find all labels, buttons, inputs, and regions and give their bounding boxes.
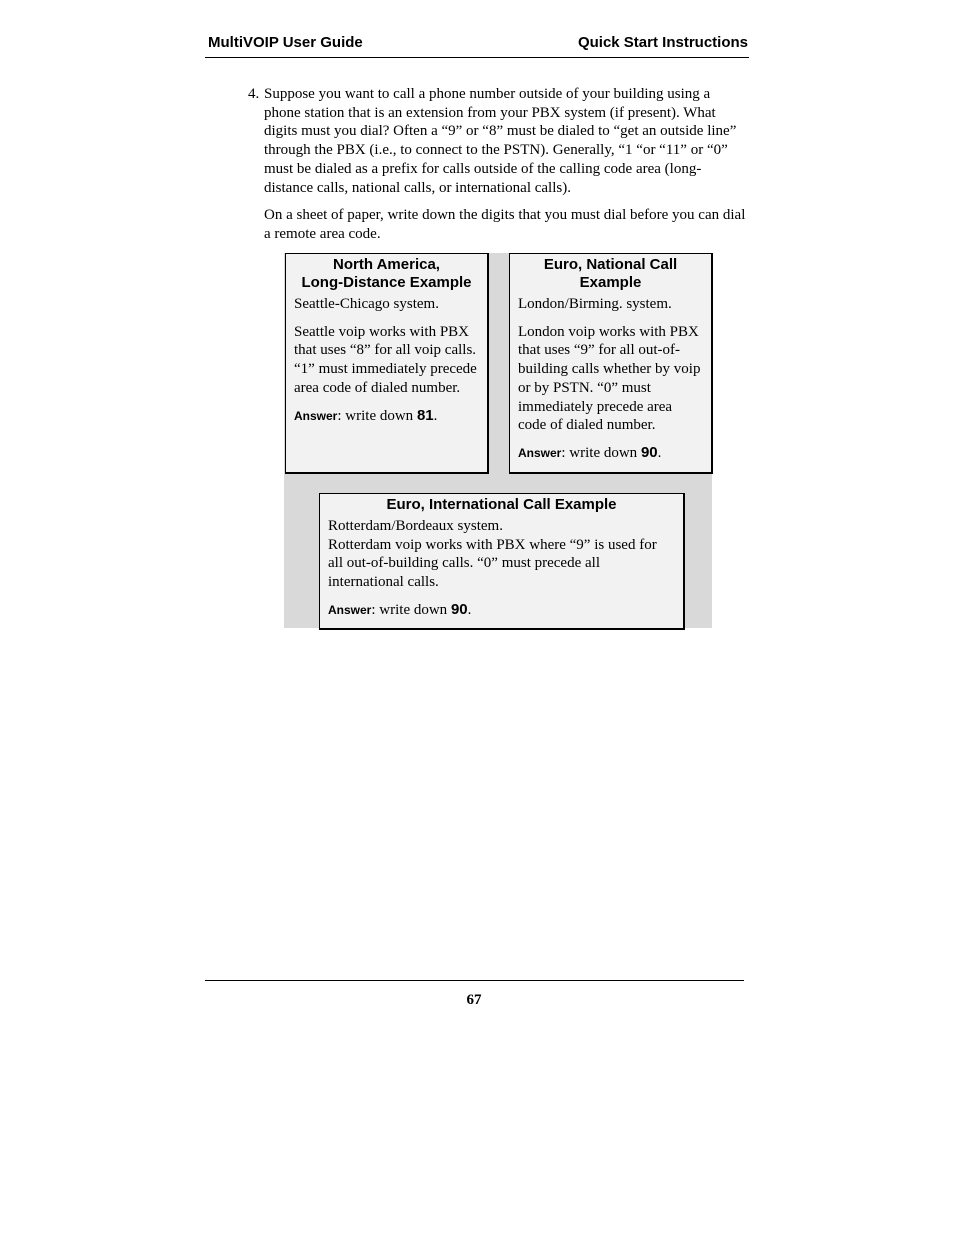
answer-end: . xyxy=(657,444,662,461)
step-text: Suppose you want to call a phone number outside of your building using a phone station that is an extension from your PBX system (if present). What digits must you dial? Often a “9” or “8” must be dialed to “get an outside line” through the PBX (i.e., to connect to the PSTN). Generally, “1 “or “11” or “0” must be dialed as a prefix for calls outside of the calling code area (long-distance calls, national calls, or international calls). xyxy=(264,86,737,196)
example-system: Seattle-Chicago system. xyxy=(294,296,439,312)
running-header-section: Quick Start Instructions xyxy=(577,34,748,51)
answer-end: . xyxy=(433,407,438,424)
example-description: Rotterdam voip works with PBX where “9” is used for all out-of-building calls. “0” must precede all international calls. xyxy=(328,536,657,591)
example-answer xyxy=(518,444,703,463)
example-description: London voip works with PBX that uses “9” for all out-of-building calls whether by voip or by PSTN. “0” must immediately precede area code of dialed number. xyxy=(518,323,701,434)
example-title-line2: Long-Distance Example xyxy=(301,274,472,291)
example-description: Seattle voip works with PBX that uses “8” for all voip calls. “1” must immediately precede area code of dialed number. xyxy=(294,323,477,396)
step-4 xyxy=(248,85,748,197)
page-number: 67 xyxy=(466,992,482,1008)
example-title: Euro, International Call Example xyxy=(386,496,617,513)
example-box-north-america xyxy=(285,253,489,474)
answer-label: Answer xyxy=(294,408,338,423)
answer-label: Answer xyxy=(518,445,562,460)
example-box-euro-national xyxy=(509,253,713,474)
answer-end: . xyxy=(467,601,472,618)
example-answer xyxy=(328,601,675,620)
answer-label: Answer xyxy=(328,602,372,617)
step-instruction: On a sheet of paper, write down the digits that you must dial before you can dial a remote area code. xyxy=(264,207,746,242)
footer-rule xyxy=(205,980,744,981)
answer-text: : write down xyxy=(337,407,417,424)
answer-text: : write down xyxy=(371,601,451,618)
answer-value: 90 xyxy=(450,600,468,618)
example-title xyxy=(294,256,479,292)
example-box-euro-international xyxy=(319,493,685,630)
running-header-title: MultiVOIP User Guide xyxy=(208,34,363,51)
answer-value: 81 xyxy=(416,406,434,424)
answer-text: : write down xyxy=(561,444,641,461)
example-answer xyxy=(294,407,479,426)
example-title-line1: Euro, National Call xyxy=(543,256,678,273)
example-system: London/Birming. system. xyxy=(518,296,672,312)
example-title-line1: North America, xyxy=(333,256,440,273)
header-rule xyxy=(205,57,749,58)
answer-value: 90 xyxy=(640,443,658,461)
step-number: 4. xyxy=(248,86,260,102)
example-title-line2: Example xyxy=(579,274,642,291)
example-system: Rotterdam/Bordeaux system. xyxy=(328,518,503,534)
example-title xyxy=(518,256,703,292)
